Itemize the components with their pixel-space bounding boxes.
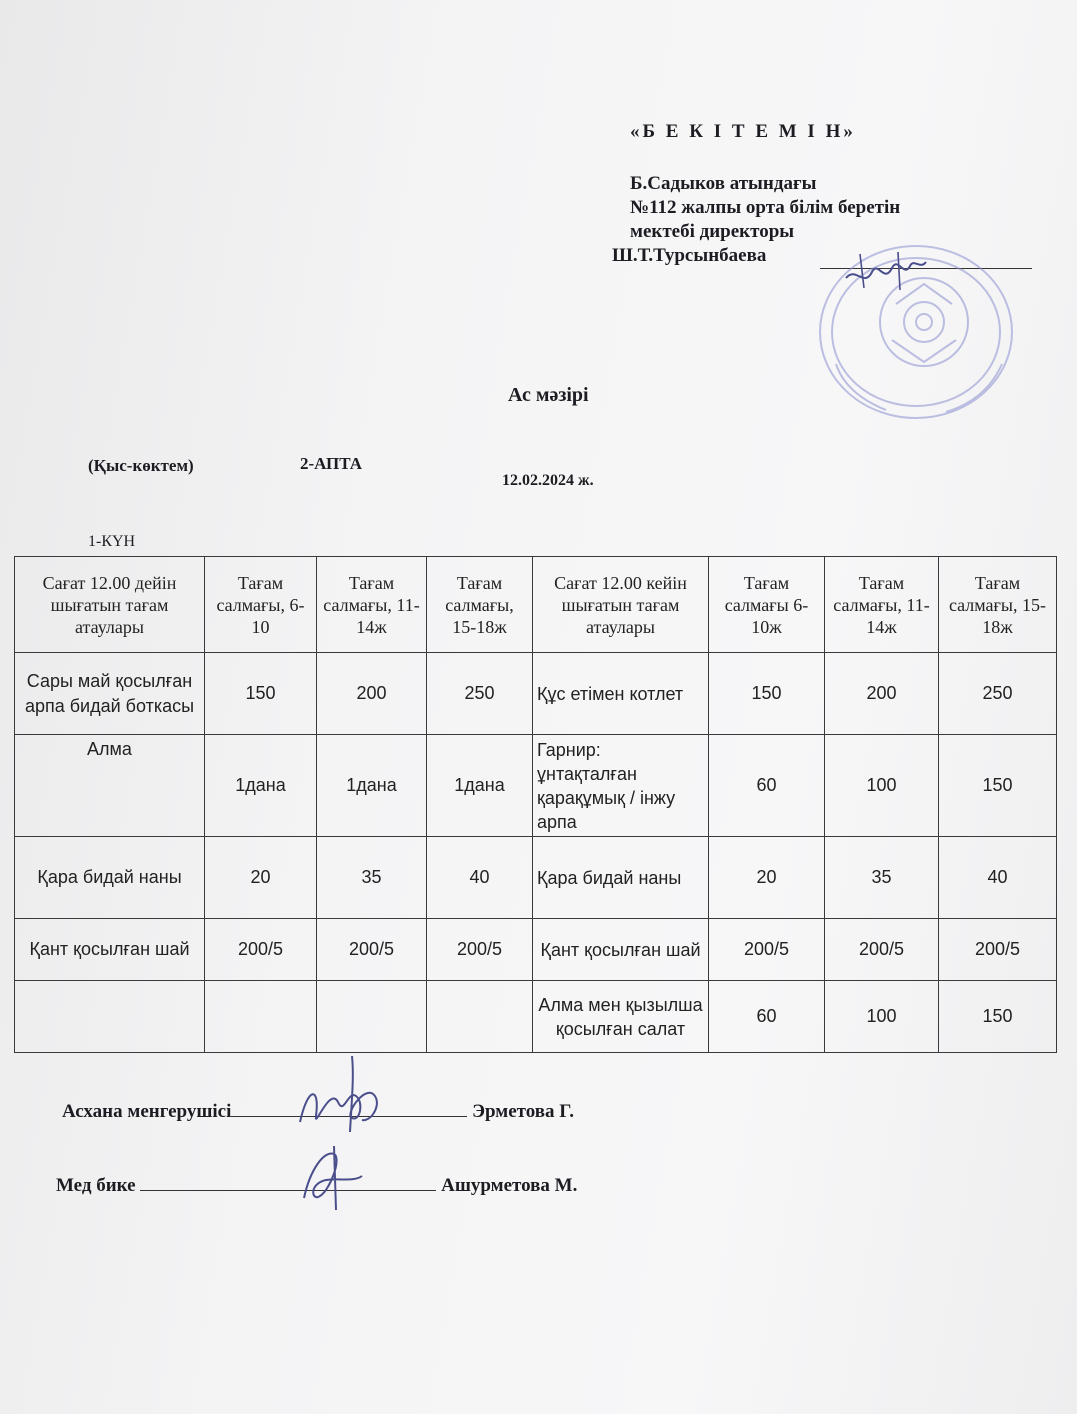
kitchen-manager-label: Асхана менгерушісі [62,1101,232,1122]
approval-line-1: Б.Садыков атындағы [630,173,817,194]
weight-cell: 1дана [317,735,427,837]
empty-cell [317,981,427,1053]
menu-date: 12.02.2024 ж. [502,472,594,489]
header-cell: Тағам салмағы, 6-10 [205,557,317,653]
nurse-name: Ашурметова М. [441,1175,578,1196]
table-header-row [15,557,1057,653]
weight-cell: 40 [427,837,533,919]
weight-cell: 60 [709,735,825,837]
dish-cell: Алма [15,735,205,837]
menu-title: Ас мәзірі [508,384,589,406]
approval-line-3: мектебі директоры [630,221,795,242]
week-label: 2-АПТА [300,454,363,473]
nurse-signature [290,1140,370,1214]
weight-cell: 35 [825,837,939,919]
weight-cell: 35 [317,837,427,919]
weight-cell: 60 [709,981,825,1053]
nurse-signature-line [140,1174,436,1191]
header-cell: Тағам салмағы, 11-14ж [317,557,427,653]
dish-cell: Алма мен қызылша қосылған салат [533,981,709,1053]
weight-cell: 150 [205,653,317,735]
menu-table [14,556,1057,1053]
weight-cell: 20 [205,837,317,919]
day-label: 1-КҮН [88,533,136,550]
kitchen-manager-signature [290,1046,400,1136]
dish-cell: Қант қосылған шай [533,919,709,981]
weight-cell: 200 [317,653,427,735]
empty-cell [427,981,533,1053]
header-cell: Тағам салмағы, 15-18ж [427,557,533,653]
weight-cell: 200/5 [825,919,939,981]
table-row [15,837,1057,919]
approval-title: «Б Е К І Т Е М І Н» [630,121,856,142]
director-name: Ш.Т.Турсынбаева [612,245,767,266]
weight-cell: 200/5 [317,919,427,981]
dish-cell: Құс етімен котлет [533,653,709,735]
header-cell: Сағат 12.00 дейін шығатын тағам атаулары [15,557,205,653]
dish-cell: Қара бидай наны [533,837,709,919]
dish-cell: Қант қосылған шай [15,919,205,981]
empty-cell [205,981,317,1053]
kitchen-manager-name: Эрметова Г. [472,1101,574,1122]
weight-cell: 150 [939,735,1057,837]
weight-cell: 150 [939,981,1057,1053]
table-row [15,919,1057,981]
weight-cell: 20 [709,837,825,919]
dish-cell: Гарнир: ұнтақталған қарақұмық / інжу арпа [533,735,709,837]
weight-cell: 200/5 [709,919,825,981]
empty-cell [15,981,205,1053]
table-row [15,981,1057,1053]
weight-cell: 200 [825,653,939,735]
weight-cell: 200/5 [427,919,533,981]
weight-cell: 200/5 [205,919,317,981]
approval-line-2: №112 жалпы орта білім беретін [630,197,901,218]
season-label: (Қыс-көктем) [88,456,194,475]
header-cell: Сағат 12.00 кейін шығатын тағам атаулары [533,557,709,653]
header-cell: Тағам салмағы, 15-18ж [939,557,1057,653]
dish-cell: Қара бидай наны [15,837,205,919]
table-row [15,653,1057,735]
weight-cell: 1дана [427,735,533,837]
director-signature [840,248,930,294]
nurse-label: Мед бике [56,1175,136,1196]
header-cell: Тағам салмағы 6-10ж [709,557,825,653]
weight-cell: 1дана [205,735,317,837]
weight-cell: 100 [825,735,939,837]
weight-cell: 250 [939,653,1057,735]
dish-cell: Сары май қосылған арпа бидай боткасы [15,653,205,735]
weight-cell: 150 [709,653,825,735]
table-row [15,735,1057,837]
header-cell: Тағам салмағы, 11-14ж [825,557,939,653]
weight-cell: 100 [825,981,939,1053]
weight-cell: 40 [939,837,1057,919]
weight-cell: 250 [427,653,533,735]
weight-cell: 200/5 [939,919,1057,981]
